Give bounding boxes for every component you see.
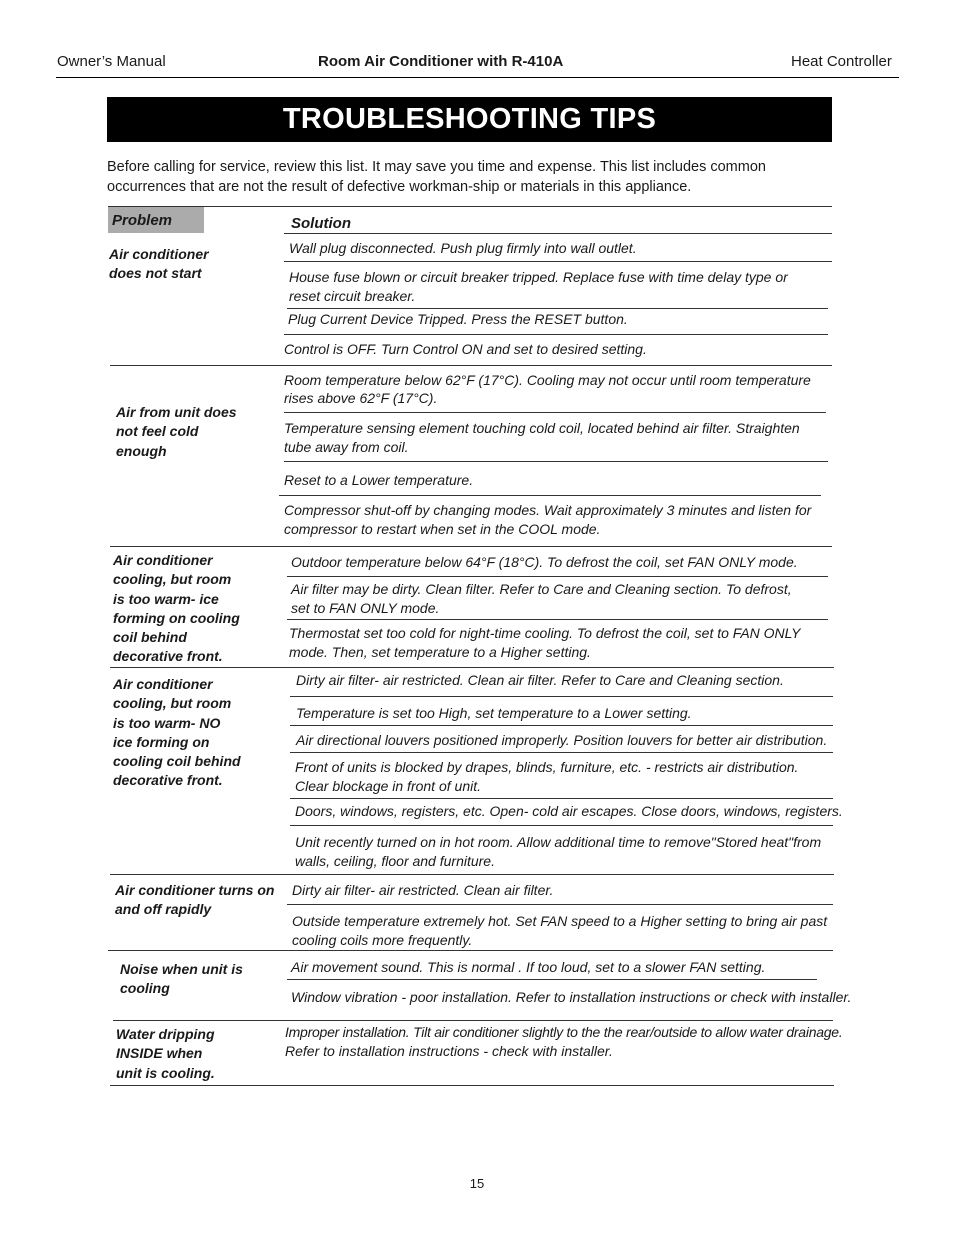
solution-divider [290,696,833,697]
solution-text [296,704,692,723]
problem-text [109,245,209,284]
solution-line: rises above 62°F (17°C). [284,390,438,406]
solution-text [284,471,473,490]
solution-line: Temperature is set too High, set temperature to a Lower setting. [296,705,692,721]
solution-text [292,881,553,900]
solution-line: Improper installation. Tilt air conditioner slightly to the the rear/outside to allow water drainage. [285,1024,843,1040]
row-divider [108,950,833,951]
solution-text [295,758,798,797]
solution-divider [284,261,832,262]
problem-line: Air conditioner [113,676,213,692]
solution-line: Control is OFF. Turn Control ON and set to desired setting. [284,341,647,357]
problem-line: enough [116,442,167,459]
solution-line: cooling coils more frequently. [292,932,473,949]
page-number: 15 [469,1176,485,1191]
solution-line: Wall plug disconnected. Push plug firmly into wall outlet. [289,240,637,256]
solution-line: Temperature sensing element touching cold coil, located behind air filter. Straighten [284,420,800,436]
solution-line: Room temperature below 62°F (17°C). Cooling may not occur until room temperature [284,372,811,388]
solution-line: mode. Then, set temperature to a Higher setting. [289,644,591,660]
problem-line: Air conditioner [113,552,213,568]
problem-line: cooling, but room [113,571,232,588]
solution-line: Doors, windows, registers, etc. Open- cold air escapes. Close doors, windows, registers. [295,803,843,819]
solution-line: Unit recently turned on in hot room. Allow additional time to remove"Stored heat"from [295,834,822,850]
solution-text [291,580,792,618]
table-bottom-rule [110,1085,834,1086]
solution-text [291,553,798,572]
solution-divider [287,979,817,980]
problem-line: cooling, but room [113,695,232,712]
problem-line: decorative front. [113,772,223,789]
row-divider [113,1020,833,1021]
problem-line: INSIDE when [116,1045,203,1062]
problem-line: coil behind [113,629,187,646]
solution-line: Plug Current Device Tripped. Press the RESET button. [288,311,628,327]
solution-line: Outdoor temperature below 64°F (18°C). To defrost the coil, set FAN ONLY mode. [291,554,798,570]
solution-divider [284,412,826,413]
problem-column-header [108,207,204,233]
solution-text [284,419,800,458]
problem-text [113,675,241,791]
solution-line: Refer to installation instructions - check with installer. [285,1043,613,1060]
row-divider [110,365,832,366]
solution-line: Reset to a Lower temperature. [284,472,474,488]
solution-line: Outside temperature extremely hot. Set FAN speed to a Higher setting to bring air past [292,913,828,929]
row-divider [110,874,834,875]
problem-line: Noise when unit is [120,961,243,977]
row-divider [110,667,834,668]
solution-line: Dirty air filter- air restricted. Clean air filter. [292,882,554,898]
solution-divider [287,904,833,905]
problem-text [120,960,243,999]
problem-line: Water dripping [116,1026,215,1042]
solution-text [284,371,811,407]
solution-text [284,340,647,359]
problem-line: Air conditioner [109,246,209,262]
solution-text [289,624,801,662]
solution-text [288,310,628,329]
problem-text [116,1025,215,1083]
solution-text [285,1023,842,1062]
solution-text [295,833,821,872]
solution-line: Window vibration - poor installation. Refer to installation instructions or check with installer. [291,989,852,1005]
solution-line: compressor to restart when set in the COOL mode. [284,521,601,538]
problem-line: Air from unit does [116,404,237,420]
solution-divider [287,619,828,620]
solution-divider [290,825,833,826]
problem-line: ice forming on [113,733,210,750]
problem-line: is too warm- ice [113,590,219,607]
solution-divider [290,752,833,753]
problem-line: cooling coil behind [113,753,241,770]
table-top-rule [108,206,832,207]
solution-text [296,731,827,750]
problem-header-label: Problem [112,212,173,229]
problem-text [116,403,237,461]
problem-text [115,881,274,920]
solution-line: Compressor shut-off by changing modes. Wait approximately 3 minutes and listen for [284,502,812,518]
solution-text [284,501,811,540]
header-center: Room Air Conditioner with R-410A [318,53,564,70]
problem-line: not feel cold [116,423,199,440]
problem-line: forming on cooling [113,609,240,626]
solution-line: House fuse blown or circuit breaker tripped. Replace fuse with time delay type or [289,269,788,285]
header-right: Heat Controller [791,53,892,70]
solution-line: reset circuit breaker. [289,288,416,305]
solution-text [291,958,765,977]
solution-divider [284,334,828,335]
problem-line: decorative front. [113,648,223,665]
header-left: Owner’s Manual [57,53,166,70]
solution-line: tube away from coil. [284,439,409,456]
solution-text [289,239,637,258]
intro-paragraph: Before calling for service, review this list. It may save you time and expense. This list includes common occurrences that are not the result of defective workman-ship or materials in this appliance. [107,159,766,195]
solution-line: Clear blockage in front of unit. [295,778,481,795]
solution-divider [284,461,828,462]
solution-line: Air filter may be dirty. Clean filter. Refer to Care and Cleaning section. To defrost, [291,581,792,597]
solution-text [289,268,788,307]
row-divider [110,546,832,547]
solution-divider [279,495,821,496]
solution-divider [287,308,828,309]
problem-line: and off rapidly [115,901,212,918]
problem-line: Air conditioner turns on [115,882,275,898]
solution-text [291,988,851,1007]
solution-header-rule [284,233,832,234]
solution-line: Dirty air filter- air restricted. Clean air filter. Refer to Care and Cleaning section. [296,672,784,688]
solution-line: Air movement sound. This is normal . If too loud, set to a slower FAN setting. [291,959,766,975]
solution-line: set to FAN ONLY mode. [291,600,440,616]
solution-divider [290,725,833,726]
solution-line: Thermostat set too cold for night-time cooling. To defrost the coil, set to FAN ONLY [289,625,801,641]
solution-divider [287,576,828,577]
problem-line: does not start [109,265,202,282]
solution-line: walls, ceiling, floor and furniture. [295,853,495,870]
page-title: TROUBLESHOOTING TIPS [107,97,832,142]
problem-line: cooling [120,980,170,997]
solution-divider [290,798,833,799]
solution-line: Air directional louvers positioned improperly. Position louvers for better air distribution. [296,732,828,748]
problem-line: is too warm- NO [113,714,221,731]
solution-text [295,802,843,821]
solution-column-header: Solution [291,215,351,232]
problem-line: unit is cooling. [116,1064,215,1081]
header-rule [56,77,899,78]
solution-text [296,671,784,690]
problem-text [113,551,240,667]
solution-line: Front of units is blocked by drapes, blinds, furniture, etc. - restricts air distribution. [295,759,799,775]
solution-text [292,912,827,951]
